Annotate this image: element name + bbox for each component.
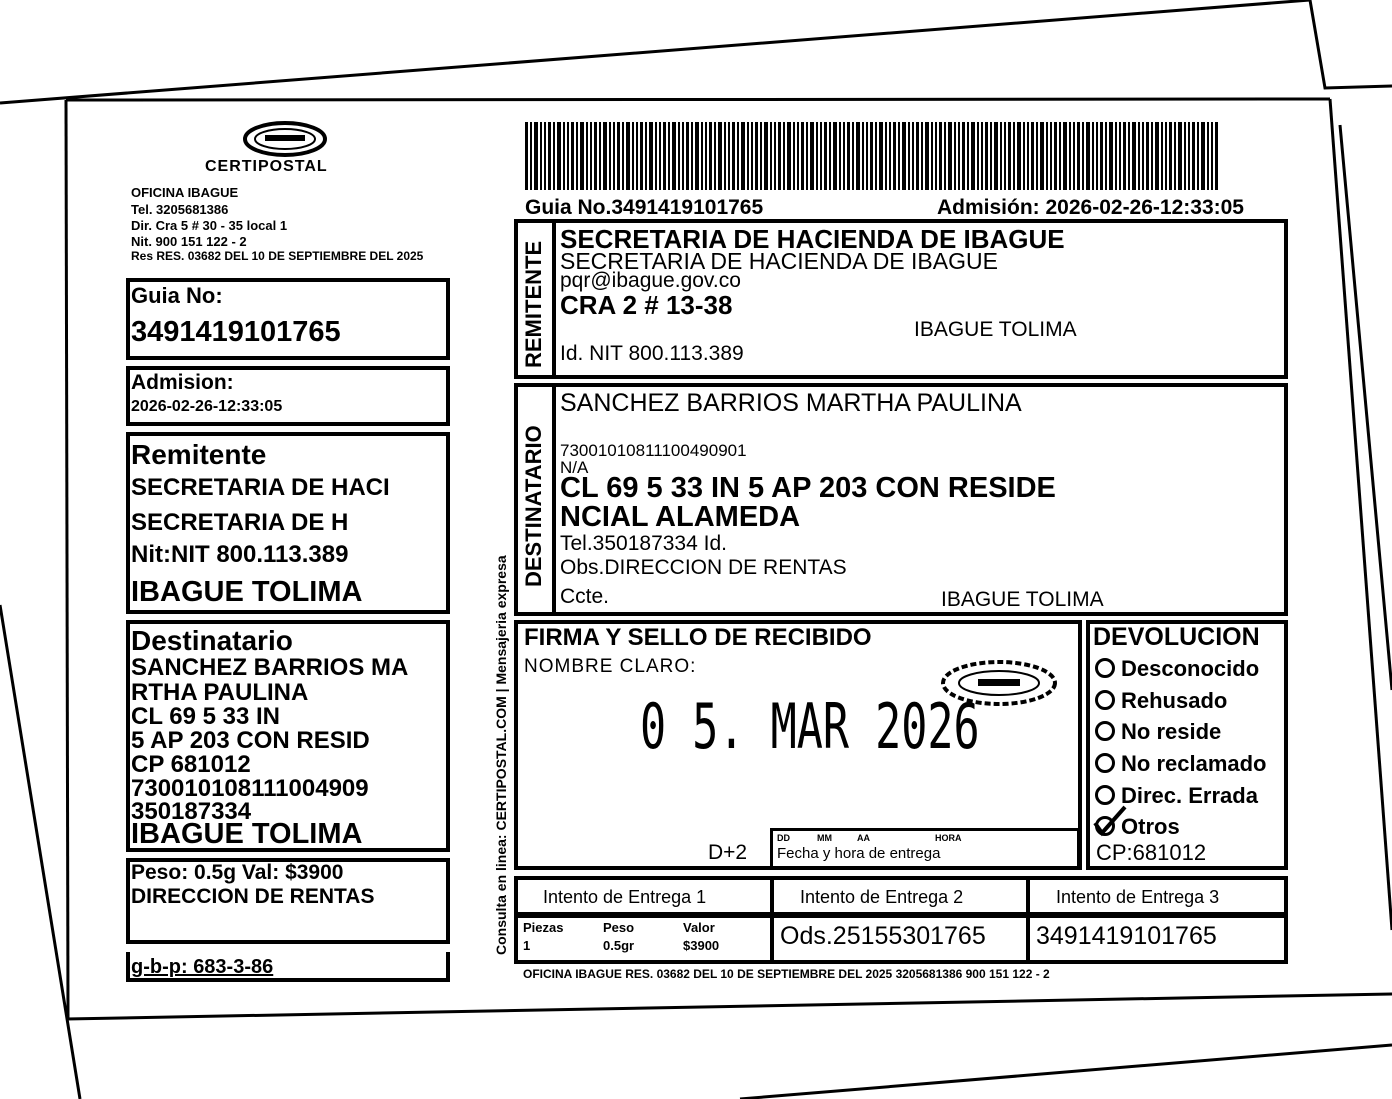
peso-label: Peso [603,920,635,935]
destinatario-obs: Obs.DIRECCION DE RENTAS [560,556,847,579]
left-destinatario-line7: 350187334 [131,798,252,825]
left-remitente-line1: SECRETARIA DE HACI [131,474,390,501]
piezas-value: 1 [523,938,531,953]
intento-3: Intento de Entrega 3 [1056,887,1220,907]
fecha-aa: AA [857,833,870,843]
destinatario-divider [552,383,556,616]
intentos-divider-2 [1026,876,1030,916]
devolucion-option-label: Direc. Errada [1121,783,1258,808]
left-gbp: g-b-p: 683-3-86 [131,956,274,978]
destinatario-tel: Tel.350187334 Id. [560,532,727,555]
ods-number: Ods.25155301765 [780,922,986,950]
destinatario-na: N/A [560,458,589,477]
fecha-mm: MM [817,833,832,843]
devolucion-option-label: No reclamado [1121,751,1267,776]
intentos-divider-1 [770,876,774,916]
devolucion-option-rehusado[interactable] [1095,688,1227,714]
remitente-id: Id. NIT 800.113.389 [560,342,744,365]
valor-label: Valor [683,920,715,935]
remitente-divider [552,219,556,379]
bottom-divider-2 [1026,914,1030,964]
devolucion-option-desconocido[interactable] [1095,656,1259,682]
left-destinatario-line2: RTHA PAULINA [131,679,309,706]
devolucion-option-label: No reside [1121,719,1222,744]
left-peso: Peso: 0.5g Val: $3900 [131,861,344,884]
devolucion-option-no-reside[interactable] [1095,719,1221,745]
bottom-divider-1 [770,914,774,964]
left-destinatario-line4: 5 AP 203 CON RESID [131,727,370,754]
devolucion-option-label: Desconocido [1121,656,1260,681]
left-destinatario-label: Destinatario [131,625,293,656]
destinatario-address1: CL 69 5 33 IN 5 AP 203 CON RESIDE [560,472,1056,504]
company-address: Dir. Cra 5 # 30 - 35 local 1 [131,218,288,233]
company-logo [240,120,330,158]
left-admision-value: 2026-02-26-12:33:05 [131,398,283,415]
company-office: OFICINA IBAGUE [131,185,239,200]
bottom-guia-number: 3491419101765 [1036,922,1217,950]
devolucion-title: DEVOLUCION [1093,623,1260,651]
side-vertical-text: Consulta en linea: CERTIPOSTAL.COM | Mensajeria expresa [493,555,509,955]
company-nit: Nit. 900 151 122 - 2 [131,234,247,249]
received-date-stamp: 0 5. MAR 2026 [640,690,980,763]
radio-icon [1095,721,1115,741]
left-admision-label: Admision: [131,371,234,394]
left-destinatario-line1: SANCHEZ BARRIOS MA [131,654,409,681]
remitente-vertical-label: REMITENTE [521,240,546,368]
intento-2: Intento de Entrega 2 [800,887,964,907]
destinatario-address2: NCIAL ALAMEDA [560,501,801,533]
footer-text: OFICINA IBAGUE RES. 03682 DEL 10 DE SEPTIEMBRE DEL 2025 3205681386 900 151 122 - 2 [523,967,1050,981]
company-tel: Tel. 3205681386 [131,202,229,217]
peso-value: 0.5gr [603,938,635,953]
left-destinatario-line6: 730010108111004909 [131,775,369,802]
remitente-name2: SECRETARIA DE HACIENDA DE IBAGUE [560,248,998,274]
radio-icon [1095,658,1115,678]
company-logo-text: CERTIPOSTAL [205,158,328,175]
left-guia-number: 3491419101765 [131,316,341,348]
valor-value: $3900 [683,938,720,953]
header-admision: Admisión: 2026-02-26-12:33:05 [937,196,1244,219]
devolucion-option-no-reclamado[interactable] [1095,751,1267,777]
left-remitente-line2: SECRETARIA DE H [131,509,349,536]
destinatario-name: SANCHEZ BARRIOS MARTHA PAULINA [560,389,1022,417]
remitente-city: IBAGUE TOLIMA [914,318,1077,341]
destinatario-code: 73001010811100490901 [560,441,747,460]
fecha-label: Fecha y hora de entrega [777,845,941,862]
fecha-dd: DD [777,833,790,843]
radio-icon [1095,785,1115,805]
firma-title: FIRMA Y SELLO DE RECIBIDO [524,624,872,651]
left-destinatario-line3: CL 69 5 33 IN [131,703,280,730]
left-destinatario-city: IBAGUE TOLIMA [131,818,363,850]
remitente-email: pqr@ibague.gov.co [560,269,741,292]
header-guia: Guia No.3491419101765 [525,196,764,219]
remitente-address: CRA 2 # 13-38 [560,290,733,320]
devolucion-option-label: Rehusado [1121,688,1228,713]
left-obs: DIRECCION DE RENTAS [131,885,375,908]
radio-icon [1095,753,1115,773]
fecha-hora: HORA [935,833,962,843]
devolucion-option-label: Otros [1121,814,1180,839]
destinatario-ccte: Ccte. [560,585,610,608]
firma-d2: D+2 [708,841,748,864]
left-remitente-city: IBAGUE TOLIMA [131,576,363,608]
firma-nombre: NOMBRE CLARO: [524,656,697,677]
radio-icon [1095,690,1115,710]
left-destinatario-line5: CP 681012 [131,751,251,778]
intento-1: Intento de Entrega 1 [543,887,707,907]
destinatario-vertical-label: DESTINATARIO [521,425,546,587]
left-remitente-nit: Nit:NIT 800.113.389 [131,541,349,568]
destinatario-city: IBAGUE TOLIMA [941,588,1104,611]
company-res: Res RES. 03682 DEL 10 DE SEPTIEMBRE DEL 2025 [131,249,424,263]
devolucion-cp: CP:681012 [1096,840,1207,865]
left-remitente-label: Remitente [131,439,267,470]
piezas-label: Piezas [523,920,564,935]
remitente-name1: SECRETARIA DE HACIENDA DE IBAGUE [560,224,1065,254]
checkmark-icon [1092,803,1128,837]
left-guia-label: Guia No: [131,283,223,308]
barcode [525,122,1220,190]
